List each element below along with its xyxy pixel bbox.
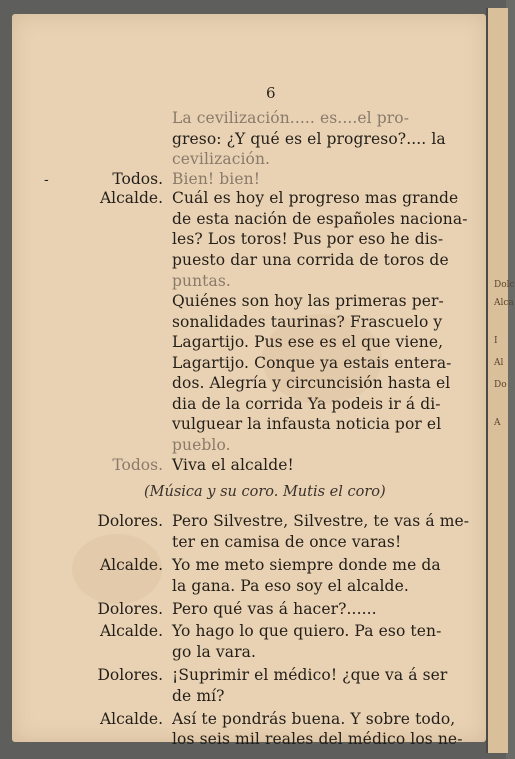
text-line: Pero qué vas á hacer?...... <box>172 600 377 618</box>
text-line: dia de la corrida Ya podeis ir á di- <box>172 395 441 413</box>
speaker-label: Alcalde. <box>99 189 163 207</box>
text-line: ¡Suprimir el médico! ¿que va á ser <box>172 666 448 684</box>
text-line: Cuál es hoy el progreso mas grande <box>172 189 459 207</box>
spine-fragment: Al <box>494 358 504 368</box>
text-line: La cevilización..... es....el pro- <box>172 109 410 127</box>
spine-fragment: I <box>494 336 498 346</box>
text-line: go la vara. <box>172 643 256 661</box>
margin-mark: - <box>44 172 49 188</box>
text-line: de esta nación de españoles naciona- <box>172 210 468 228</box>
adjacent-page-edge <box>486 8 515 753</box>
speaker-label: Todos. <box>112 456 163 474</box>
text-line: los seis mil reales del médico los ne- <box>172 730 463 748</box>
text-line: pueblo. <box>172 436 231 454</box>
spine-fragment: Do <box>494 380 507 390</box>
spine-fragment: Alca <box>494 298 514 308</box>
text-line: de mí? <box>172 687 225 705</box>
text-line: ter en camisa de once varas! <box>172 533 402 551</box>
spine-fragment: Dolc <box>494 280 515 290</box>
speaker-label: Alcalde. <box>99 710 163 728</box>
text-line: puesto dar una corrida de toros de <box>172 251 449 269</box>
speaker-label: Alcalde. <box>99 556 163 574</box>
speaker-label: Dolores. <box>97 666 163 684</box>
text-line: greso: ¿Y qué es el progreso?.... la <box>172 130 446 148</box>
text-line: Pero Silvestre, Silvestre, te vas á me- <box>172 512 470 530</box>
text-line: Así te pondrás buena. Y sobre todo, <box>172 710 456 728</box>
text-line: Quiénes son hoy las primeras per- <box>172 292 444 310</box>
text-line: Yo hago lo que quiero. Pa eso ten- <box>172 622 442 640</box>
speaker-label: Dolores. <box>97 600 163 618</box>
spine-fragment: A <box>494 418 501 428</box>
stage-direction: (Música y su coro. Mutis el coro) <box>144 484 386 500</box>
text-line: cevilización. <box>172 150 271 168</box>
speaker-label: Dolores. <box>97 512 163 530</box>
text-line: Bien! bien! <box>172 170 261 188</box>
text-line: Lagartijo. Conque ya estais entera- <box>172 354 452 372</box>
text-line: vulguear la infausta noticia por el <box>172 415 442 433</box>
text-line: Yo me meto siempre donde me da <box>172 556 441 574</box>
text-line: puntas. <box>172 272 231 290</box>
page-number: 6 <box>266 84 276 102</box>
speaker-label: Alcalde. <box>99 622 163 640</box>
speaker-label: Todos. <box>112 170 163 188</box>
text-line: Viva el alcalde! <box>172 456 294 474</box>
text-line: Lagartijo. Pus ese es el que viene, <box>172 333 444 351</box>
text-line: dos. Alegría y circuncisión hasta el <box>172 374 451 392</box>
text-line: sonalidades taurinas? Frascuelo y <box>172 313 443 331</box>
text-line: les? Los toros! Pus por eso he dis- <box>172 230 444 248</box>
text-line: la gana. Pa eso soy el alcalde. <box>172 577 409 595</box>
